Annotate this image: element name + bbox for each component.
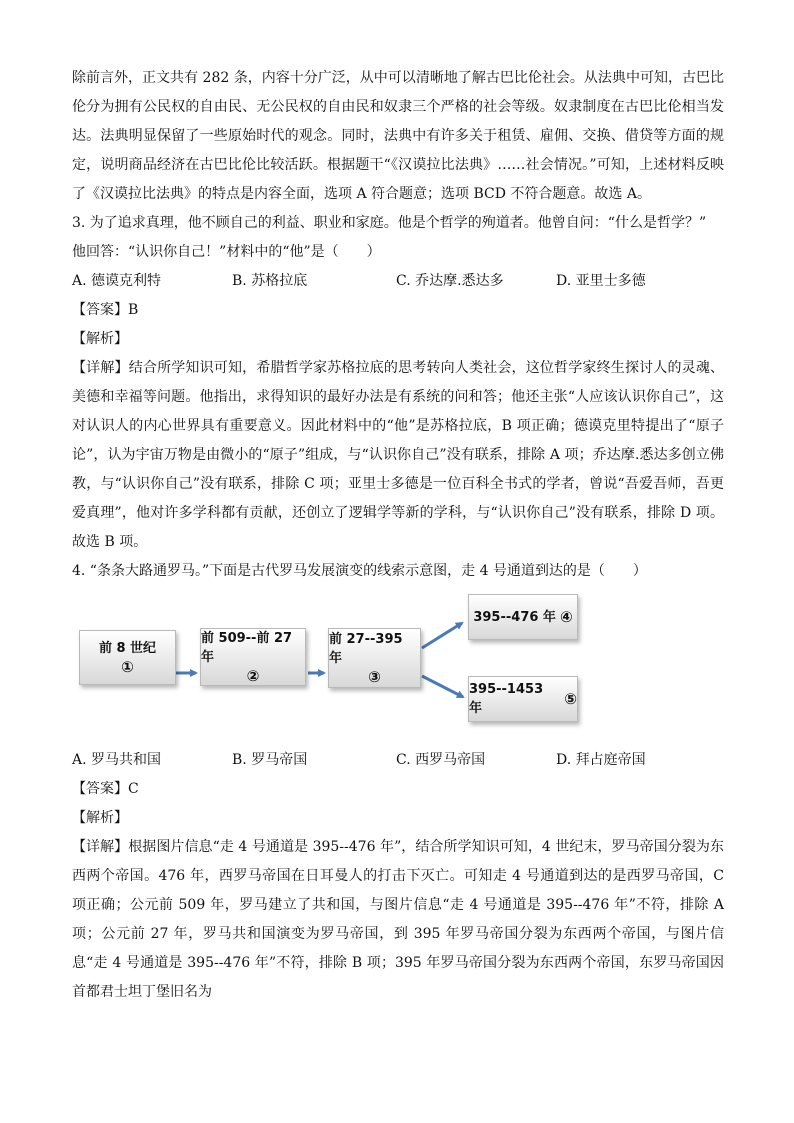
- q4-detail-label: 【详解】: [72, 839, 129, 855]
- box-3-number: ③: [368, 667, 381, 686]
- q3-detail-text: 结合所学知识可知，希腊哲学家苏格拉底的思考转向人类社会，这位哲学家终生探讨人的灵魂、美德和幸福等问题。他指出，求得知识的最好办法是有系统的问和答；他还主张“人应该认识你自己”，这对认识人的内心世界具有重要意义。因此材料中的“他”是苏格拉底，B 项正确；德谟克里特提出了“原子论”，认为宇宙万物是由微小的“原子”组成，与“认识你自己”没有联系，排除 A 项；乔达摩.悉达多创立佛教，与“认识你自己”没有联系，排除 C 项；亚里士多德是一位百科全书式的学者，曾说“吾爱吾师，吾更爱真理”，他对许多学科都有贡献，还创立了逻辑学等新的学科，与“认识你自己”没有联系，排除 D 项。故选 B 项。: [72, 360, 725, 550]
- timeline-box-4: [468, 594, 578, 640]
- q4-detail: [72, 833, 724, 1007]
- q3-stem-line2: 他回答：“认识你自己！”材料中的“他”是（ ）: [72, 244, 381, 260]
- rome-timeline-diagram: [72, 590, 724, 740]
- q4-option-d: D. 拜占庭帝国: [556, 752, 646, 768]
- previous-question-analysis: 除前言外，正文共有 282 条，内容十分广泛，从中可以清晰地了解古巴比伦社会。从法典中可知，古巴比伦分为拥有公民权的自由民、无公民权的自由民和奴隶三个严格的社会等级。奴隶制度在古巴比伦相当发达。法典明显保留了一些原始时代的观念。同时，法典中有许多关于租赁、雇佣、交换、借贷等方面的规定，说明商品经济在古巴比伦比较活跃。根据题干“《汉谟拉比法典》……社会情况。”可知，上述材料反映了《汉谟拉比法典》的特点是内容全面，选项 A 符合题意；选项 BCD 不符合题意。故选 A。: [72, 70, 724, 202]
- box-1-label: 前 8 世纪: [98, 640, 157, 656]
- q3-stem-line1: 3. 为了追求真理，他不顾自己的利益、职业和家庭。他是个哲学的殉道者。他曾自问：“什么是哲学？”: [72, 215, 707, 231]
- box-2-number: ②: [246, 666, 260, 685]
- q3-option-b: B. 苏格拉底: [232, 273, 308, 289]
- q4-answer: 【答案】C: [72, 781, 139, 797]
- arrow-3-5: [422, 676, 463, 697]
- box-1-number: ①: [121, 657, 134, 676]
- q3-option-c: C. 乔达摩.悉达多: [396, 273, 504, 289]
- box-2-label: 前 509--前 27 年: [201, 630, 293, 665]
- timeline-box-1: [79, 630, 176, 685]
- q3-analysis-label: 【解析】: [72, 331, 128, 347]
- q4-option-b: B. 罗马帝国: [232, 752, 308, 768]
- timeline-box-2: [200, 628, 306, 686]
- box-3-label: 前 27--395 年: [329, 631, 403, 666]
- q3-option-a: A. 德谟克利特: [72, 273, 162, 289]
- q4-option-c: C. 西罗马帝国: [396, 752, 486, 768]
- timeline-box-5: [468, 676, 578, 722]
- q4-detail-text: 根据图片信息“走 4 号通道是 395--476 年”，结合所学知识可知，4 世纪末，罗马帝国分裂为东西两个帝国。476 年，西罗马帝国在日耳曼人的打击下灭亡。可知走 4 号通道到达的是西罗马帝国，C 项正确；公元前 509 年，罗马建立了共和国，与图片信息“走 4 号通道是 395--476 年”不符，排除 A 项；公元前 27 年，罗马共和国演变为罗马帝国，到 395 年罗马帝国分裂为东西两个帝国，与图片信息“走 4 号通道是 395--476 年”不符，排除 B 项；395 年罗马帝国分裂为东西两个帝国，东罗马帝国因首都君士坦丁堡旧名为: [72, 839, 724, 1000]
- q3-options: [72, 267, 724, 296]
- arrow-3-4: [422, 623, 462, 648]
- box-4-number: ④: [559, 607, 573, 626]
- box-4-label: 395--476 年: [473, 609, 556, 625]
- q4-option-a: A. 罗马共和国: [72, 752, 162, 768]
- q3-detail: [72, 354, 724, 557]
- q3-detail-label: 【详解】: [72, 360, 129, 376]
- box-5-number: ⑤: [564, 689, 577, 708]
- q4-stem: 4. “条条大路通罗马。”下面是古代罗马发展演变的线索示意图，走 4 号通道到达的是（ ）: [72, 563, 647, 579]
- q4-options: [72, 746, 724, 775]
- q3-answer: 【答案】B: [72, 302, 139, 318]
- q4-analysis-label: 【解析】: [72, 810, 128, 826]
- q3-option-d: D. 亚里士多德: [556, 273, 646, 289]
- timeline-box-3: [328, 628, 421, 688]
- box-5-label: 395--1453 年: [469, 682, 544, 716]
- document-page: [72, 64, 724, 1007]
